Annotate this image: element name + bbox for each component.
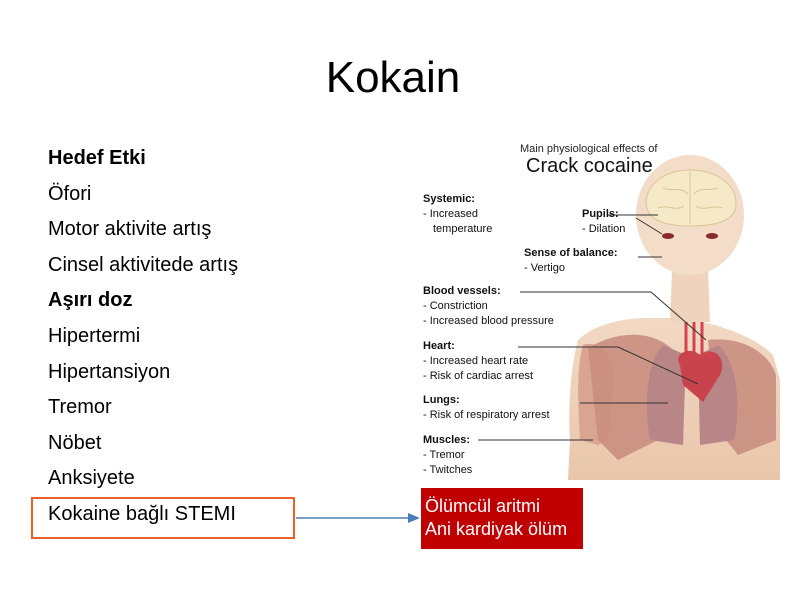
label-lungs <box>423 393 550 423</box>
label-pupils <box>582 207 625 237</box>
arrow-connector <box>296 508 421 528</box>
callout-box <box>421 488 583 549</box>
slide-title: Kokain <box>325 53 461 102</box>
label-heart-heading: Heart: <box>423 340 455 352</box>
list-item: Cinsel aktivitede artış <box>48 253 239 276</box>
label-heart-item: - Increased heart rate <box>423 355 529 367</box>
list-item-stemi: Kokaine bağlı STEMI <box>48 502 236 525</box>
label-lungs-heading: Lungs: <box>423 394 460 406</box>
label-systemic-heading: Systemic: <box>423 193 475 205</box>
label-muscles <box>423 433 472 478</box>
stemi-highlight-box <box>31 497 295 539</box>
label-vessels-heading: Blood vessels: <box>423 285 501 297</box>
figure-title: Crack cocaine <box>526 155 653 177</box>
list-item: Anksiyete <box>48 467 135 490</box>
callout-line-2: Ani kardiyak ölüm <box>425 519 568 539</box>
label-systemic-item: temperature <box>433 223 493 235</box>
label-heart <box>423 339 533 384</box>
label-vessels-item: - Increased blood pressure <box>423 315 554 327</box>
list-heading-target-effect: Hedef Etki <box>48 147 146 169</box>
list-item: Tremor <box>48 396 112 419</box>
callout-line-1: Ölümcül aritmi <box>425 496 541 516</box>
label-balance <box>524 246 618 276</box>
list-heading-overdose: Aşırı doz <box>48 289 133 312</box>
effects-list <box>48 141 238 533</box>
label-muscles-heading: Muscles: <box>423 434 471 446</box>
figure-subtitle: Main physiological effects of <box>520 143 658 155</box>
label-vessels-item: - Constriction <box>423 300 488 312</box>
list-item: Hipertansiyon <box>48 360 171 383</box>
list-item: Öfori <box>48 182 92 205</box>
label-pupils-heading: Pupils: <box>582 208 619 220</box>
right-eye <box>706 233 718 239</box>
list-item: Hipertermi <box>48 324 141 347</box>
label-blood-vessels <box>423 284 554 329</box>
label-balance-item: - Vertigo <box>524 262 565 274</box>
label-balance-heading: Sense of balance: <box>524 247 618 259</box>
list-item: Nöbet <box>48 431 102 454</box>
label-systemic-item: - Increased <box>423 208 479 220</box>
left-eye <box>662 233 674 239</box>
label-muscles-item: - Twitches <box>423 464 473 476</box>
label-heart-item: - Risk of cardiac arrest <box>423 370 534 382</box>
list-item: Motor aktivite artış <box>48 218 212 241</box>
label-pupils-item: - Dilation <box>582 223 626 235</box>
label-systemic <box>423 192 492 237</box>
label-lungs-item: - Risk of respiratory arrest <box>423 409 550 421</box>
label-muscles-item: - Tremor <box>423 449 465 461</box>
